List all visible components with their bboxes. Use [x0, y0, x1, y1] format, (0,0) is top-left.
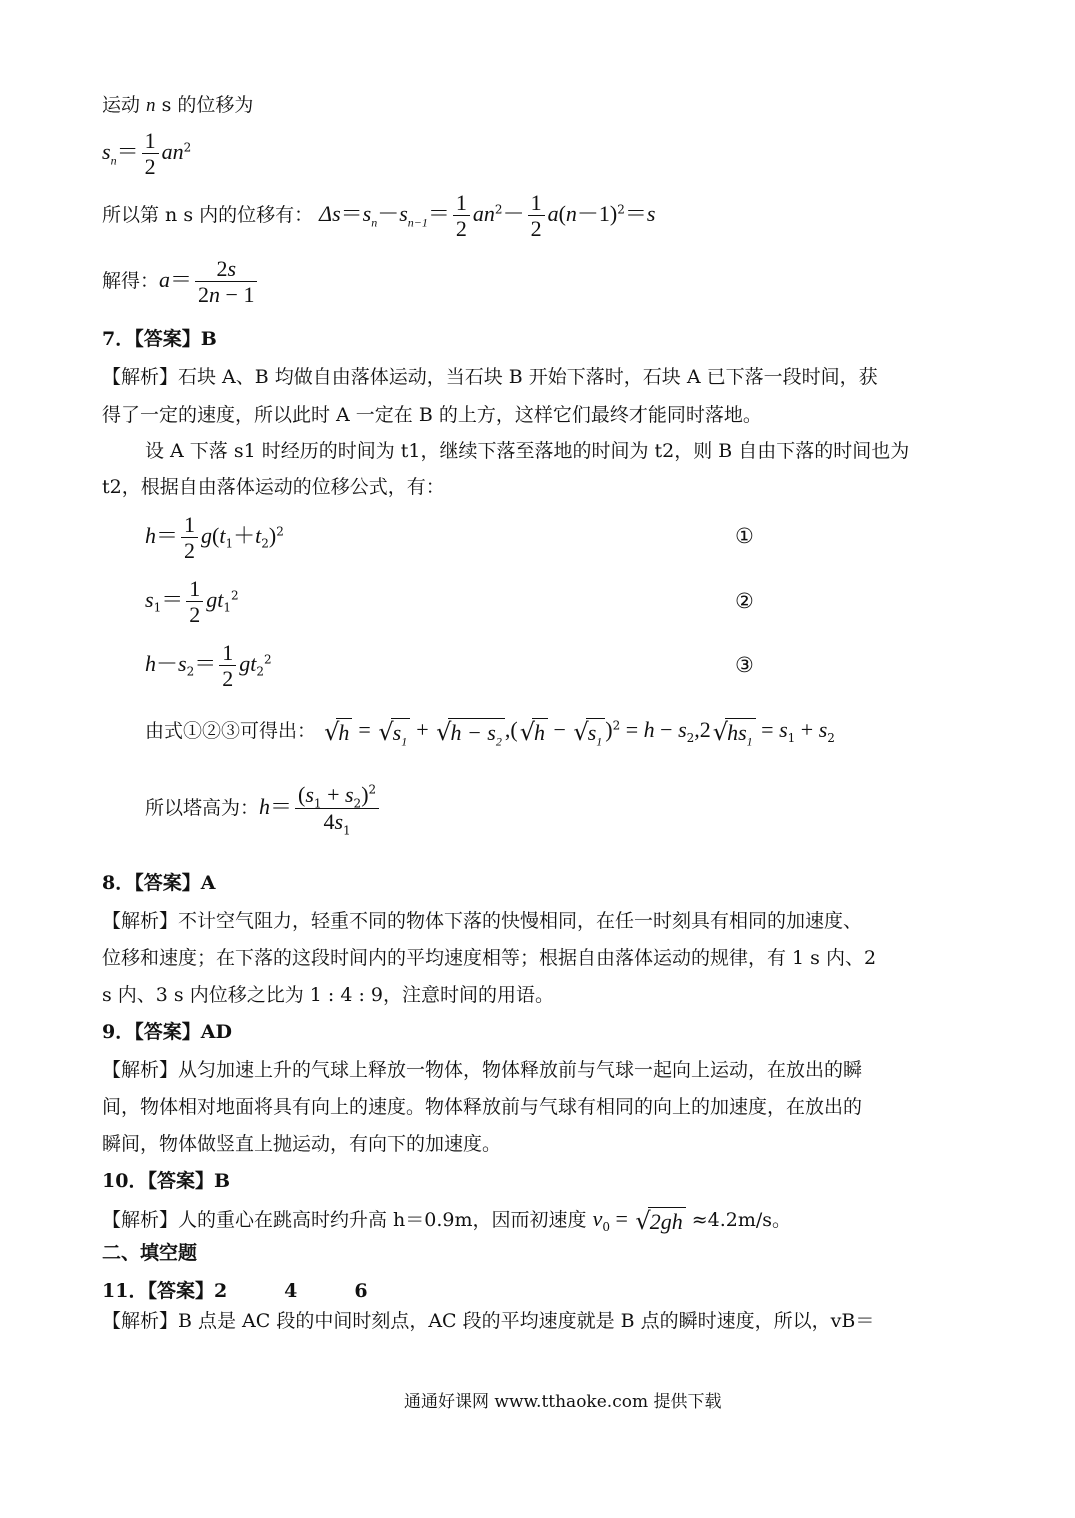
- derivation-prefix: 由式①②③可得出：: [145, 720, 317, 742]
- q8-analysis-1: 【解析】不计空气阻力，轻重不同的物体下落的快慢相同，在任一时刻具有相同的加速度、: [102, 910, 863, 932]
- page-footer: 通通好课网 www.tthaoke.com 提供下载: [404, 1392, 722, 1412]
- q9-analysis-3: 瞬间，物体做竖直上抛运动，有向下的加速度。: [102, 1133, 502, 1155]
- q9-answer: 9．【答案】AD: [102, 1021, 232, 1043]
- q7-analysis-1: 【解析】石块 A、B 均做自由落体运动，当石块 B 开始下落时，石块 A 已下落一段时间，获: [102, 366, 878, 388]
- q11-analysis: 【解析】B 点是 AC 段的中间时刻点，AC 段的平均速度就是 B 点的瞬时速度，所以，vB＝: [102, 1310, 875, 1332]
- equation-3: $h-s_2=$ $\frac{1}{2}$ $gt_2^2$: [145, 640, 272, 692]
- delta-s-prefix: 所以第 n s 内的位移有：: [102, 203, 314, 226]
- equation-2-marker: ②: [735, 589, 754, 613]
- q10-analysis-prefix: 【解析】人的重心在跳高时约升高 h＝0.9m，因而初速度: [102, 1209, 587, 1231]
- q10-answer: 10．【答案】B: [102, 1170, 230, 1192]
- q7-analysis-3: 设 A 下落 s1 时经历的时间为 t1，继续下落至落地的时间为 t2，则 B 自由下落的时间也为: [145, 440, 910, 462]
- equation-1-marker: ①: [735, 524, 754, 548]
- q9-analysis-2: 间，物体相对地面将具有向上的速度。物体释放前与气球有相同的向上的加速度，在放出的: [102, 1096, 863, 1118]
- q8-analysis-2: 位移和速度；在下落的这段时间内的平均速度相等；根据自由落体运动的规律，有 1 s 内、2: [102, 947, 877, 969]
- formula-a: 解得：a＝ $\frac{2s}{2n - 1}$: [102, 256, 260, 308]
- solve-prefix: 解得：: [102, 269, 160, 292]
- tower-height-line: 所以塔高为：h＝ $\frac{(s_1 + s_2)^2}{4s_1}$: [145, 782, 382, 836]
- q10-analysis-suffix: ≈4.2m/s。: [691, 1209, 792, 1231]
- q7-answer: 7．【答案】B: [102, 328, 217, 350]
- q8-analysis-3: s 内、3 s 内位移之比为 1 : 4 : 9，注意时间的用语。: [102, 984, 554, 1006]
- tower-height-prefix: 所以塔高为：: [145, 796, 260, 819]
- q11-answer: 11．【答案】2 4 6: [102, 1280, 368, 1302]
- equation-1: h＝ $\frac{1}{2}$ $g(t_1+t_2)^2$: [145, 512, 284, 564]
- q10-analysis: 【解析】人的重心在跳高时约升高 h＝0.9m，因而初速度 $v_0 = √2gh \approx 4.2m/s$。: [102, 1206, 792, 1235]
- equation-2: $s_1=$ $\frac{1}{2}$ $gt_1^2$: [145, 576, 239, 628]
- section-heading: 二、填空题: [102, 1242, 198, 1264]
- formula-sn: $s_n=$ $\frac{1}{2}$ $an^2$: [102, 128, 192, 180]
- q7-analysis-4: t2，根据自由落体运动的位移公式，有：: [102, 476, 445, 498]
- q8-answer: 8．【答案】A: [102, 872, 216, 894]
- derivation-line: 由式①②③可得出： $√h = √s_1 + √h - s_2$ $,(√h - √s_1$ )$^2 = h - s_2,2√hs_1 = s_1 + s_2$: [145, 717, 835, 749]
- intro-line: 运动 n s 的位移为: [102, 94, 254, 116]
- equation-3-marker: ③: [735, 653, 754, 677]
- q9-analysis-1: 【解析】从匀加速上升的气球上释放一物体，物体释放前与气球一起向上运动，在放出的瞬: [102, 1059, 863, 1081]
- q7-analysis-2: 得了一定的速度，所以此时 A 一定在 B 的上方，这样它们最终才能同时落地。: [102, 404, 762, 426]
- formula-delta-s: 所以第 n s 内的位移有： $\Delta s=s_n-s_{n-1}=$ $\frac{1}{2}$ $an^2-$ $\frac{1}{2}$ $a(n-1)^2=s$: [102, 190, 656, 242]
